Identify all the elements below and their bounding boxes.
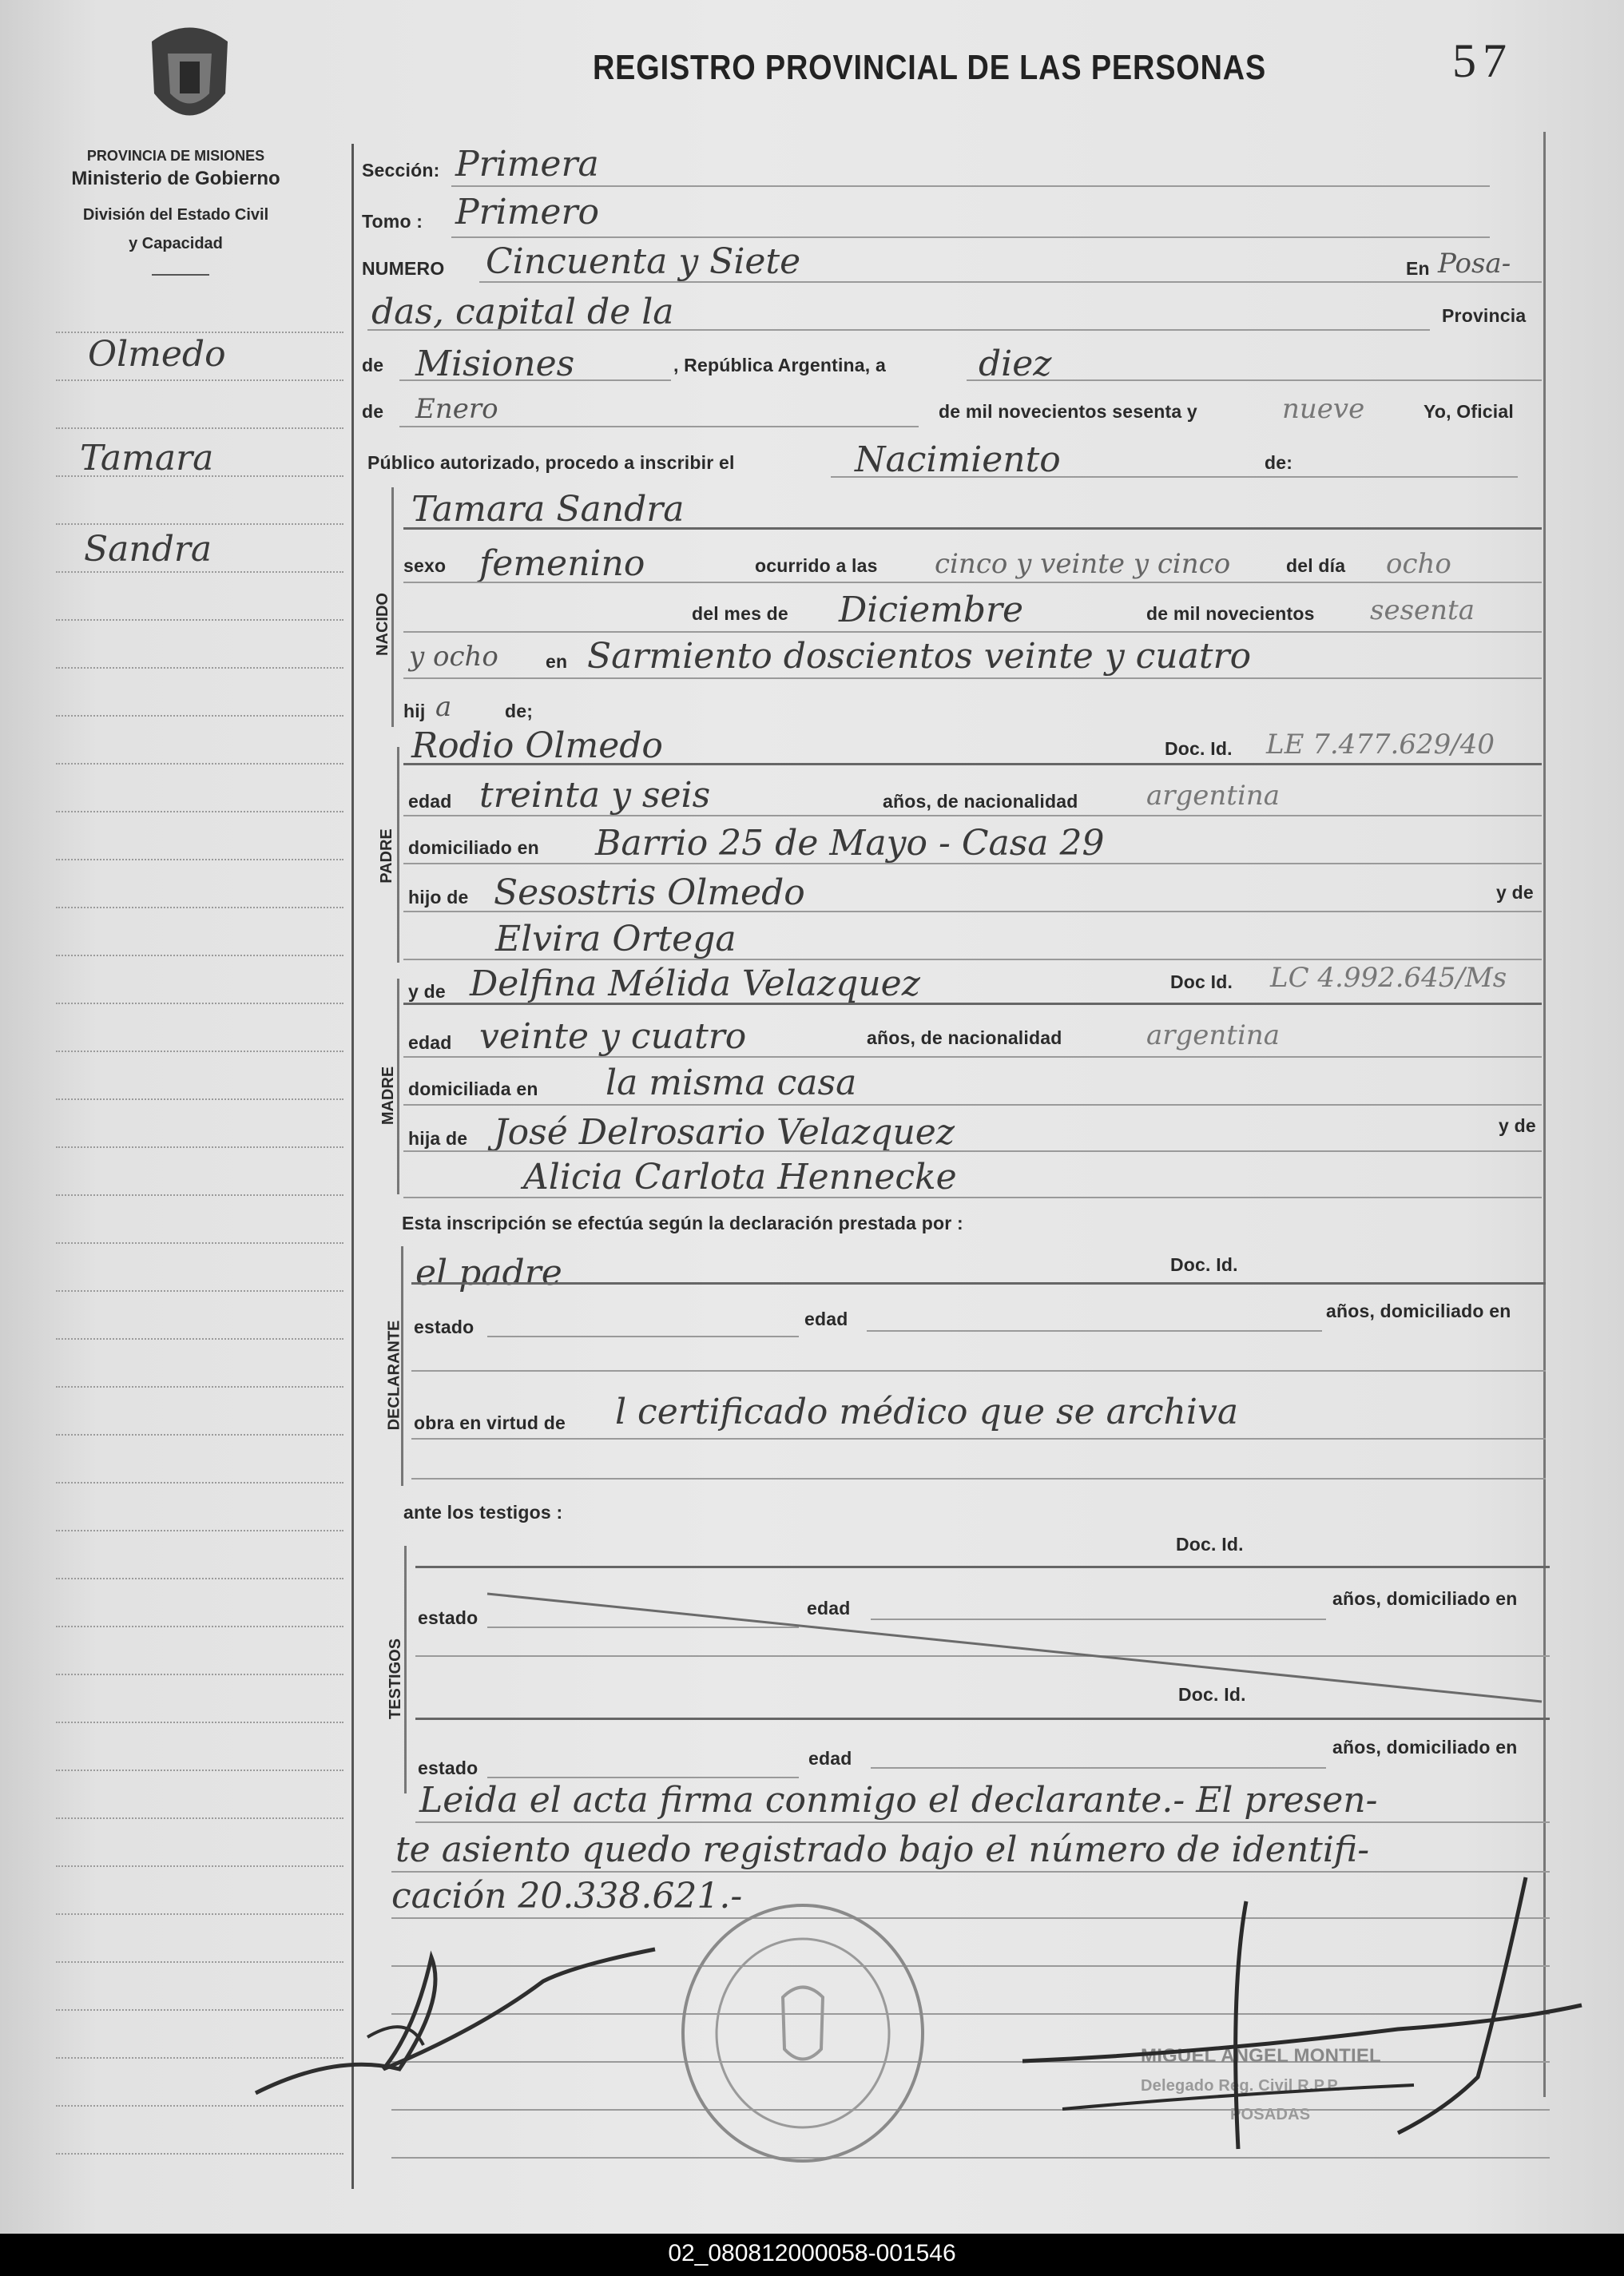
padre-doc-label: Doc. Id. <box>1165 738 1233 759</box>
margin-second-name: Sandra <box>84 529 212 570</box>
en-value-1: Posa- <box>1438 248 1511 280</box>
scan-document-id: 02_080812000058-001546 <box>668 2240 956 2266</box>
page-title: REGISTRO PROVINCIAL DE LAS PERSONAS <box>593 48 1267 87</box>
testigos-estado-label-2: estado <box>418 1758 478 1778</box>
anio-value: nueve <box>1282 393 1365 425</box>
republica-label: , República Argentina, a <box>673 355 886 375</box>
padre-nac-label: años, de nacionalidad <box>883 791 1078 812</box>
padre-edad-value: treinta y seis <box>479 775 711 816</box>
provincia-label: Provincia <box>1442 305 1527 326</box>
madre-section-label: MADRE <box>379 1066 398 1126</box>
obra-value: l certificado médico que se archiva <box>615 1392 1239 1432</box>
division-heading-1: División del Estado Civil <box>82 206 269 224</box>
closing-line-2: te asiento quedo registrado bajo el número de identifi- <box>395 1829 1370 1870</box>
madre-doc-value: LC 4.992.645/Ms <box>1270 962 1507 994</box>
officer-name: MIGUEL ANGEL MONTIEL <box>1141 2045 1381 2067</box>
testigos-strike-line <box>479 1590 1550 1710</box>
declarante-intro: Esta inscripción se efectúa según la declaración prestada por : <box>402 1213 963 1233</box>
padre-bracket <box>397 747 399 963</box>
division-heading-2: y Capacidad <box>129 235 223 252</box>
madre-nac-label: años, de nacionalidad <box>867 1027 1062 1048</box>
padre-dom-value: Barrio 25 de Mayo - Casa 29 <box>595 823 1105 864</box>
tomo-value: Primero <box>455 192 599 232</box>
nacido-nombre: Tamara Sandra <box>411 489 685 530</box>
testigos-estado-label-1: estado <box>418 1607 478 1628</box>
hij-label: hij <box>403 701 426 721</box>
nacido-section-label: NACIDO <box>373 593 391 656</box>
publico-label: Público autorizado, procedo a inscribir el <box>367 452 735 473</box>
padre-section-label: PADRE <box>377 828 395 884</box>
testigos-doc-label-2: Doc. Id. <box>1178 1684 1246 1705</box>
nacido-anio-value-2: y ocho <box>409 641 498 673</box>
de-label-1: de <box>362 355 384 375</box>
left-frame-line <box>351 144 354 2189</box>
dia-label: del día <box>1286 555 1346 576</box>
padre-hijo-label: hijo de <box>408 887 469 908</box>
madre-dom-value: la misma casa <box>606 1063 857 1103</box>
testigos-doc-label-1: Doc. Id. <box>1176 1534 1244 1555</box>
madre-dom-label: domiciliada en <box>408 1078 538 1099</box>
padre-nac-value: argentina <box>1146 780 1281 812</box>
header-rule <box>152 274 209 276</box>
declarant-signature <box>240 1933 687 2125</box>
hij-de-label: de; <box>505 701 534 721</box>
numero-label: NUMERO <box>362 258 445 279</box>
testigos-edad-label-2: edad <box>808 1748 852 1769</box>
declarante-anios-label: años, domiciliado en <box>1326 1301 1511 1321</box>
madre-nombre: Delfina Mélida Velazquez <box>470 963 920 1004</box>
officer-signature <box>999 1869 1590 2189</box>
padre-dom-label: domiciliado en <box>408 837 539 858</box>
hora-label: ocurrido a las <box>755 555 878 576</box>
declarante-estado-label: estado <box>414 1317 474 1337</box>
testigos-section-label: TESTIGOS <box>387 1638 405 1720</box>
testigos-edad-label-1: edad <box>807 1598 851 1619</box>
de-label-2: de <box>362 401 384 422</box>
tomo-label: Tomo : <box>362 211 423 232</box>
numero-value: Cincuenta y Siete <box>486 241 801 282</box>
declarante-doc-label: Doc. Id. <box>1170 1254 1238 1275</box>
yo-label: Yo, Oficial <box>1423 401 1514 422</box>
anio-label: de mil novecientos sesenta y <box>939 401 1197 422</box>
madre-edad-value: veinte y cuatro <box>479 1016 747 1057</box>
coat-of-arms-icon <box>136 18 244 137</box>
declarante-nombre: el padre <box>415 1253 562 1293</box>
province-heading: PROVINCIA DE MISIONES <box>86 148 265 164</box>
acto-value: Nacimiento <box>855 439 1061 480</box>
page-number: 57 <box>1452 34 1513 87</box>
madre-y-de-label: y de <box>408 981 446 1002</box>
closing-line-1: Leida el acta firma conmigo el declarante.- El presen- <box>419 1780 1378 1821</box>
provincia-value: Misiones <box>415 344 575 384</box>
officer-role: Delegado Reg. Civil R.P.P. <box>1141 2077 1341 2095</box>
nacido-anio-label: de mil novecientos <box>1146 603 1315 624</box>
madre-hija-label: hija de <box>408 1128 468 1149</box>
declarante-edad-label: edad <box>804 1309 848 1329</box>
sexo-value: femenino <box>479 543 645 584</box>
en-label: En <box>1406 258 1430 279</box>
mes-value: Enero <box>415 393 498 425</box>
obra-label: obra en virtud de <box>414 1412 566 1433</box>
sexo-label: sexo <box>403 555 447 576</box>
nacido-anio-value-1: sesenta <box>1370 594 1475 626</box>
lugar-label: en <box>546 651 568 672</box>
testigos-anios-label-1: años, domiciliado en <box>1332 1588 1518 1609</box>
margin-surname: Olmedo <box>88 334 226 375</box>
nacido-mes-value: Diciembre <box>839 590 1024 630</box>
testigos-intro: ante los testigos : <box>403 1502 563 1523</box>
nacido-mes-label: del mes de <box>692 603 788 624</box>
lugar-value: Sarmiento doscientos veinte y cuatro <box>587 636 1252 677</box>
dia-value: diez <box>979 344 1052 384</box>
en-value-2: das, capital de la <box>371 292 674 332</box>
padre-doc-value: LE 7.477.629/40 <box>1266 729 1495 761</box>
testigos-anios-label-2: años, domiciliado en <box>1332 1737 1518 1758</box>
padre-edad-label: edad <box>408 791 452 812</box>
officer-city: POSADAS <box>1230 2106 1311 2123</box>
padre-nombre: Rodio Olmedo <box>411 725 663 766</box>
madre-padre-de: José Delrosario Velazquez <box>494 1112 955 1153</box>
madre-edad-label: edad <box>408 1032 452 1053</box>
madre-madre-de: Alicia Carlota Hennecke <box>523 1157 957 1198</box>
declarante-section-label: DECLARANTE <box>385 1320 403 1431</box>
madre-doc-label: Doc Id. <box>1170 971 1233 992</box>
closing-line-3: cación 20.338.621.- <box>391 1876 743 1917</box>
hora-value: cinco y veinte y cinco <box>935 548 1231 580</box>
padre-madre-de: Elvira Ortega <box>495 919 737 959</box>
hij-value: a <box>435 691 452 723</box>
madre-nac-value: argentina <box>1146 1019 1281 1051</box>
seccion-label: Sección: <box>362 160 440 181</box>
nacido-dia-value: ocho <box>1386 548 1451 580</box>
de-colon-label: de: <box>1265 452 1293 473</box>
ministry-heading: Ministerio de Gobierno <box>71 168 280 189</box>
padre-y-de-label: y de <box>1496 882 1534 903</box>
official-seal-stamp <box>671 1901 935 2165</box>
padre-padre-de: Sesostris Olmedo <box>494 872 805 913</box>
madre-y-de-label-2: y de <box>1499 1115 1536 1136</box>
margin-first-name: Tamara <box>80 438 214 479</box>
seccion-value: Primera <box>455 144 599 185</box>
right-frame-line <box>1543 132 1546 2097</box>
